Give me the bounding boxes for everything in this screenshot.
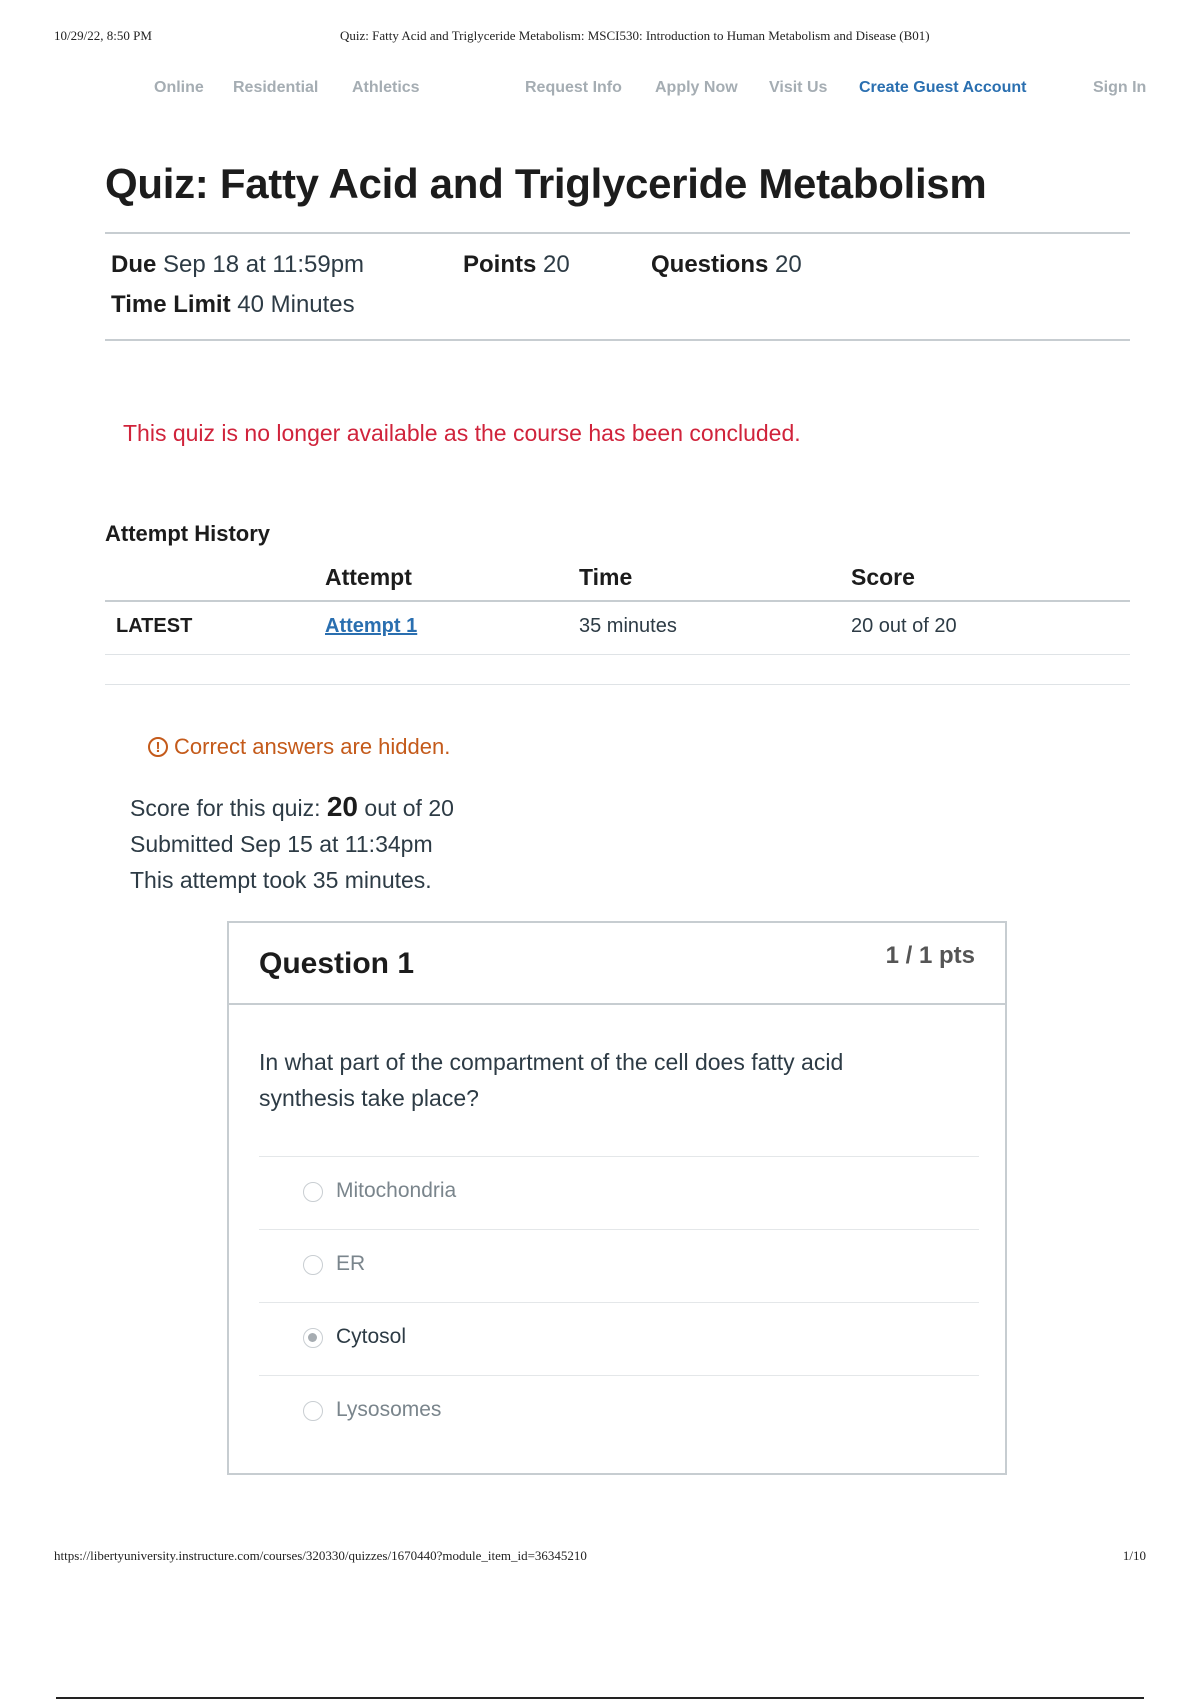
answer-list	[259, 1156, 979, 1448]
attempt-score: 20 out of 20	[851, 615, 957, 637]
answer-option	[259, 1375, 979, 1448]
question-title: Question 1	[259, 947, 415, 980]
radio-selected	[303, 1328, 323, 1348]
points-label: Points	[463, 251, 537, 278]
table-bottom-divider	[105, 684, 1130, 685]
latest-tag: LATEST	[116, 615, 193, 637]
answer-option	[259, 1229, 979, 1302]
divider	[105, 339, 1130, 341]
due-date	[111, 251, 364, 279]
warning-icon: !	[148, 737, 168, 757]
nav-request-info[interactable]: Request Info	[525, 79, 622, 96]
course-concluded-notice: This quiz is no longer available as the course has been concluded.	[123, 420, 801, 446]
table-header-divider	[105, 600, 1130, 602]
answer-label: ER	[336, 1252, 366, 1275]
question-card	[227, 921, 1007, 1475]
attempt-duration: This attempt took 35 minutes.	[130, 867, 432, 893]
submitted-time: Submitted Sep 15 at 11:34pm	[130, 831, 433, 857]
answer-option-selected	[259, 1302, 979, 1375]
print-footer	[54, 1548, 1146, 1568]
score-suffix: out of 20	[364, 795, 454, 821]
attempt-1-link[interactable]: Attempt 1	[325, 615, 418, 637]
score-prefix: Score for this quiz:	[130, 795, 321, 821]
page-title: Quiz: Fatty Acid and Triglyceride Metabolism	[105, 160, 987, 207]
column-header-score: Score	[851, 564, 915, 590]
nav-online[interactable]: Online	[154, 79, 204, 96]
radio-unselected	[303, 1401, 323, 1421]
radio-unselected	[303, 1255, 323, 1275]
points	[463, 251, 570, 279]
page-bottom-rule	[56, 1697, 1144, 1699]
print-page-number: 1/10	[1122, 1548, 1146, 1563]
questions-label: Questions	[651, 251, 769, 278]
hidden-notice-text: Correct answers are hidden.	[174, 734, 451, 759]
table-row-divider	[105, 654, 1130, 655]
due-value: Sep 18 at 11:59pm	[163, 251, 365, 278]
questions-count	[651, 251, 802, 279]
print-document-title: Quiz: Fatty Acid and Triglyceride Metabolism: MSCI530: Introduction to Human Metabolism and Disease (B01)	[340, 28, 930, 43]
nav-residential[interactable]: Residential	[233, 79, 319, 96]
top-navigation	[0, 79, 1200, 101]
answer-label: Mitochondria	[336, 1179, 457, 1202]
questions-value: 20	[775, 251, 802, 278]
correct-answers-hidden-notice	[148, 734, 450, 760]
points-value: 20	[543, 251, 570, 278]
print-url: https://libertyuniversity.instructure.com/courses/320330/quizzes/1670440?module_item_id=36345210	[54, 1548, 587, 1563]
time-limit-label: Time Limit	[111, 291, 231, 318]
print-header	[54, 28, 1146, 48]
due-label: Due	[111, 251, 157, 278]
radio-unselected	[303, 1182, 323, 1202]
print-date: 10/29/22, 8:50 PM	[54, 28, 152, 43]
question-text: In what part of the compartment of the cell does fatty acid synthesis take place?	[259, 1049, 844, 1111]
attempt-time: 35 minutes	[579, 615, 677, 637]
nav-visit-us[interactable]: Visit Us	[769, 79, 828, 96]
column-header-attempt: Attempt	[325, 564, 412, 590]
attempt-history-title: Attempt History	[105, 521, 271, 546]
score-summary	[130, 791, 454, 823]
nav-apply-now[interactable]: Apply Now	[655, 79, 738, 96]
score-value: 20	[326, 791, 359, 822]
answer-option	[259, 1156, 979, 1229]
time-limit-value: 40 Minutes	[237, 291, 355, 318]
answer-label: Cytosol	[336, 1325, 407, 1348]
nav-athletics[interactable]: Athletics	[352, 79, 420, 96]
column-header-time: Time	[579, 564, 633, 590]
time-limit	[111, 291, 355, 319]
divider	[105, 232, 1130, 234]
nav-create-guest-account[interactable]: Create Guest Account	[859, 79, 1027, 96]
answer-label: Lysosomes	[336, 1398, 442, 1421]
question-header	[229, 923, 1005, 1005]
question-points: 1 / 1 pts	[885, 942, 975, 969]
nav-sign-in[interactable]: Sign In	[1093, 79, 1147, 96]
